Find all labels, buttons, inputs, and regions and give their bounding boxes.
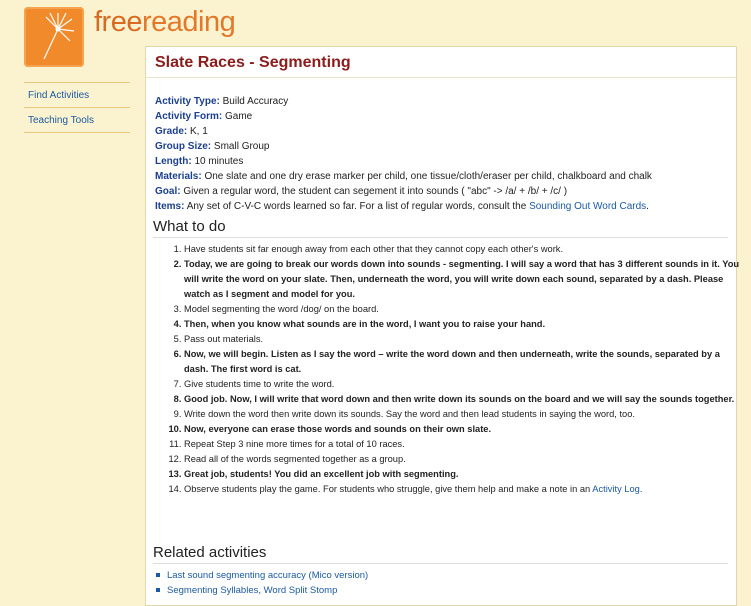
step-text: Write down the word then write down its sounds. Say the word and then lead students in saying the word, too. xyxy=(184,409,635,419)
meta-activity-form: Activity Form: Game xyxy=(155,111,253,122)
sidebar-item-teaching-tools[interactable]: Teaching Tools xyxy=(24,107,130,133)
step-item xyxy=(184,437,746,452)
sidebar-nav xyxy=(24,82,130,133)
step-item xyxy=(184,377,746,392)
step-text: Now, everyone can erase those words and sounds on their own slate. xyxy=(184,424,492,434)
steps-list xyxy=(166,242,746,497)
step-text-end: . xyxy=(639,484,643,494)
what-to-do-divider xyxy=(153,237,728,238)
step-item xyxy=(184,392,746,407)
related-activity-link[interactable]: Last sound segmenting accuracy (Mico version) xyxy=(167,570,369,581)
step-text: Pass out materials. xyxy=(184,334,264,344)
meta-items: Items: Any set of C-V-C words learned so far. For a list of regular words, consult the Sounding Out Word Cards. xyxy=(155,201,649,212)
step-item xyxy=(184,407,746,422)
step-text: Read all of the words segmented together as a group. xyxy=(184,454,406,464)
step-item xyxy=(184,422,746,437)
sidebar-item-find-activities[interactable]: Find Activities xyxy=(24,82,130,107)
step-text: Have students sit far enough away from each other that they cannot copy each other's work. xyxy=(184,244,564,254)
related-activity-link[interactable]: Segmenting Syllables, Word Split Stomp xyxy=(167,585,338,596)
step-text: Give students time to write the word. xyxy=(184,379,335,389)
step-text: Great job, students! You did an excellent job with segmenting. xyxy=(184,469,459,479)
dandelion-icon xyxy=(24,7,84,67)
page-title: Slate Races - Segmenting xyxy=(155,54,351,71)
activity-meta xyxy=(155,94,652,214)
step-item xyxy=(184,302,746,317)
step-item xyxy=(184,482,746,497)
step-text: Now, we will begin. Listen as I say the word – write the word down and then underneath, write the sounds, separated by a dash. The first word is cat. xyxy=(184,349,720,374)
main-content xyxy=(145,46,740,606)
freereading-logo-icon[interactable] xyxy=(24,7,84,67)
step-text: Today, we are going to break our words down into sounds - segmenting. I will say a word that has 3 different sounds in it. You will write the word on your slate. Then, underneath the word, you will write down each sound, separated by a dash. Please watch as I segment and model for you. xyxy=(184,259,740,299)
step-item xyxy=(184,347,746,377)
step-text: Model segmenting the word /dog/ on the board. xyxy=(184,304,379,314)
step-item xyxy=(184,257,746,302)
step-item xyxy=(184,317,746,332)
activity-log-link[interactable]: Activity Log xyxy=(592,484,640,494)
meta-grade: Grade: K, 1 xyxy=(155,126,208,137)
list-item xyxy=(156,568,368,583)
what-to-do-heading: What to do xyxy=(153,218,226,235)
meta-group-size: Group Size: Small Group xyxy=(155,141,270,152)
meta-goal: Goal: Given a regular word, the student can segement it into sounds ( "abc" -> /a/ + /b/ + /c/ ) xyxy=(155,186,568,197)
meta-length: Length: 10 minutes xyxy=(155,156,244,167)
step-text: Good job. Now, I will write that word down and then write down its sounds on the board and we will say the sounds together. xyxy=(184,394,735,404)
related-activities-list xyxy=(156,568,368,598)
step-item xyxy=(184,467,746,482)
meta-materials: Materials: One slate and one dry erase marker per child, one tissue/cloth/eraser per child, chalkboard and chalk xyxy=(155,171,652,182)
step-item xyxy=(184,332,746,347)
meta-activity-type: Activity Type: Build Accuracy xyxy=(155,96,289,107)
step-text: Observe students play the game. For students who struggle, give them help and make a note in an xyxy=(184,484,591,494)
step-item xyxy=(184,242,746,257)
related-divider xyxy=(153,563,728,564)
related-activities-heading: Related activities xyxy=(153,544,267,561)
step-text: Then, when you know what sounds are in the word, I want you to raise your hand. xyxy=(184,319,546,329)
sounding-out-word-cards-link[interactable]: Sounding Out Word Cards xyxy=(529,201,647,212)
list-item xyxy=(156,583,368,598)
site-logo-text[interactable]: freereading xyxy=(94,6,236,38)
title-divider xyxy=(146,77,736,78)
step-item xyxy=(184,452,746,467)
step-text: Repeat Step 3 nine more times for a total of 10 races. xyxy=(184,439,405,449)
